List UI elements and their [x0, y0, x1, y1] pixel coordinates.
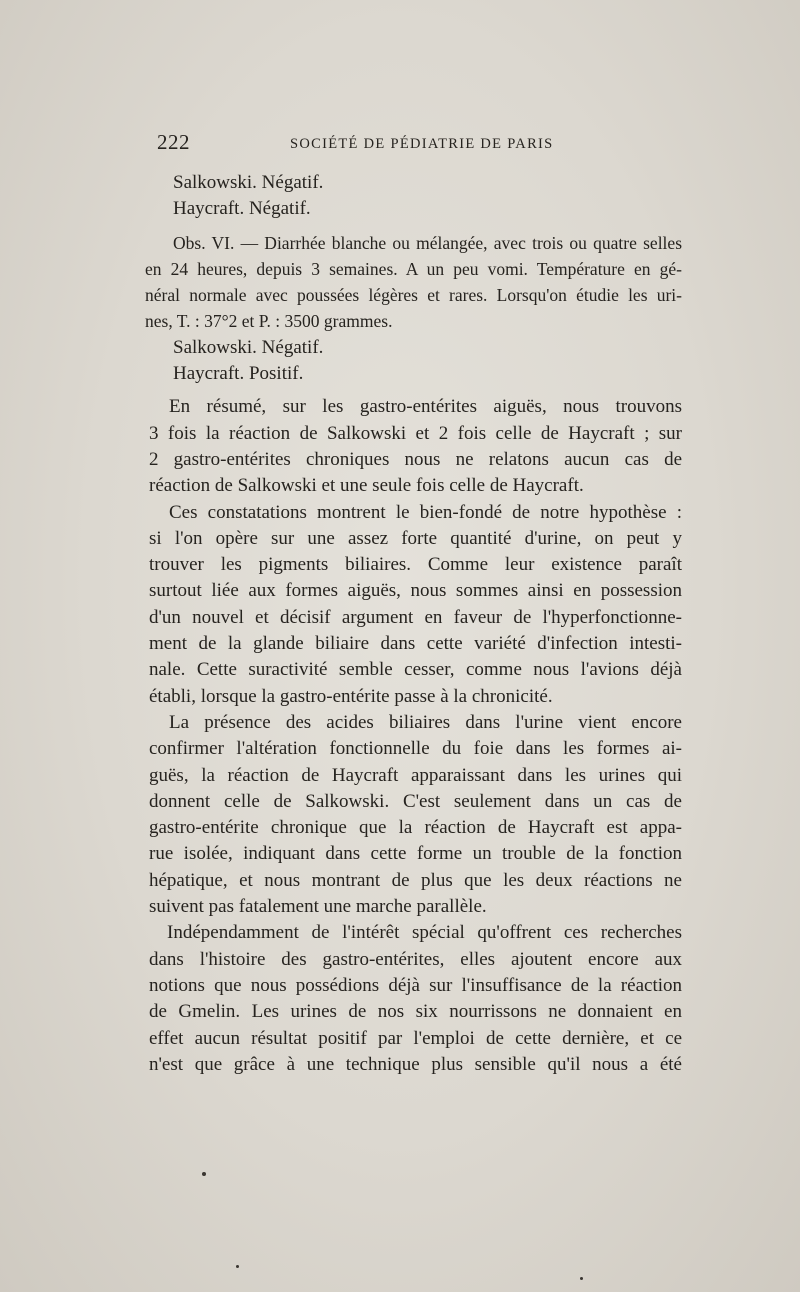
paper-speck	[580, 1277, 583, 1280]
text-line: 2 gastro-entérites chroniques nous ne relatons aucun cas de	[149, 448, 682, 470]
text-line: en 24 heures, depuis 3 semaines. A un peu vomi. Température en gé-	[145, 258, 682, 279]
paper-speck	[202, 1172, 206, 1176]
text-line: confirmer l'altération fonctionnelle du foie dans les formes ai-	[149, 738, 682, 760]
text-line: notions que nous possédions déjà sur l'insuffisance de la réaction	[149, 974, 682, 996]
paper-speck	[236, 1265, 239, 1268]
text-line: Haycraft. Positif.	[173, 363, 304, 385]
text-line: gastro-entérite chronique que la réaction de Haycraft est appa-	[149, 817, 682, 839]
text-line: nes, T. : 37°2 et P. : 3500 grammes.	[145, 311, 393, 332]
text-line: rue isolée, indiquant dans cette forme un trouble de la fonction	[149, 843, 682, 865]
text-line: Haycraft. Négatif.	[173, 198, 311, 220]
text-line: réaction de Salkowski et une seule fois celle de Haycraft.	[149, 475, 584, 497]
text-line: effet aucun résultat positif par l'emploi de cette dernière, et ce	[149, 1027, 682, 1049]
text-line: Salkowski. Négatif.	[173, 172, 324, 193]
text-line: d'un nouvel et décisif argument en faveur de l'hyperfonctionne-	[149, 606, 682, 628]
text-line: guës, la réaction de Haycraft apparaissant dans les urines qui	[149, 764, 682, 786]
text-line: 3 fois la réaction de Salkowski et 2 fois celle de Haycraft ; sur	[149, 422, 682, 444]
text-line: ment de la glande biliaire dans cette variété d'infection intesti-	[149, 633, 682, 655]
text-line: donnent celle de Salkowski. C'est seulement dans un cas de	[149, 790, 682, 812]
text-line: Salkowski. Négatif.	[173, 336, 324, 358]
page-number: 222	[157, 130, 190, 154]
text-line: trouver les pigments biliaires. Comme leur existence paraît	[149, 554, 682, 576]
text-line: La présence des acides biliaires dans l'urine vient encore	[169, 711, 682, 733]
text-line: Ces constatations montrent le bien-fondé de notre hypothèse :	[169, 501, 682, 523]
page-header	[157, 130, 657, 160]
text-line: surtout liée aux formes aiguës, nous sommes ainsi en possession	[149, 580, 682, 602]
text-line: n'est que grâce à une technique plus sensible qu'il nous a été	[149, 1053, 682, 1075]
text-line: En résumé, sur les gastro-entérites aiguës, nous trouvons	[169, 396, 682, 418]
text-line: dans l'histoire des gastro-entérites, elles ajoutent encore aux	[149, 948, 682, 970]
text-line: néral normale avec poussées légères et rares. Lorsqu'on étudie les uri-	[145, 285, 682, 306]
text-line: nale. Cette suractivité semble cesser, comme nous l'avions déjà	[149, 659, 682, 681]
text-line: hépatique, et nous montrant de plus que les deux réactions ne	[149, 869, 682, 891]
body-text	[145, 170, 682, 1078]
text-line: Obs. VI. — Diarrhée blanche ou mélangée, avec trois ou quatre selles	[173, 232, 682, 253]
text-line: suivent pas fatalement une marche parallèle.	[149, 896, 487, 918]
text-line: Indépendamment de l'intérêt spécial qu'offrent ces recherches	[167, 922, 682, 944]
running-title: SOCIÉTÉ DE PÉDIATRIE DE PARIS	[290, 136, 554, 152]
text-line: établi, lorsque la gastro-entérite passe à la chronicité.	[149, 685, 553, 707]
text-line: si l'on opère sur une assez forte quantité d'urine, on peut y	[149, 527, 682, 549]
text-line: de Gmelin. Les urines de nos six nourrissons ne donnaient en	[149, 1001, 682, 1023]
